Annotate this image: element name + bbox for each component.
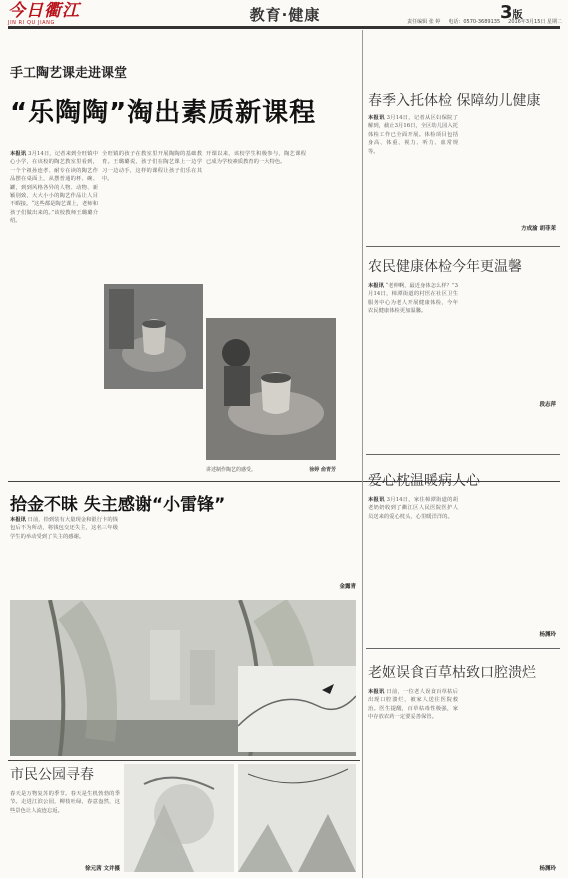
story2-byline: 金露青 [339, 584, 356, 590]
tree-photo-2-graphic [238, 764, 356, 872]
column-divider [362, 30, 363, 878]
divider-right2 [366, 454, 560, 455]
bird-photo [238, 666, 356, 752]
right2-text: “老伸啊，最近身体怎么样？”3月14日，樟潭街道的村医在社区卫生服务中心为老人开展健康体检，今年农民健康体检更加温馨。 [368, 283, 458, 315]
story3-body [10, 790, 120, 862]
tree-photo-1 [124, 764, 234, 872]
divider-right3 [366, 648, 560, 649]
issue-date: 2016年3月15日 星期二 [508, 19, 562, 25]
logo-text: 今日衢江 [8, 1, 80, 21]
story2-dateline: 本报讯 [10, 517, 26, 523]
editor: 责任编辑 张 婷 [407, 19, 441, 25]
logo-pinyin: JIN RI QU JIANG [8, 20, 55, 26]
pottery-photo-1-graphic [104, 284, 203, 389]
lead-body-col2 [102, 150, 202, 280]
pottery-photo-2-graphic [206, 318, 336, 460]
lead-text-col2: 全旺镇的孩子在教室里开展陶陶的基础教育。王璐璐说，孩子们在陶艺课上一边学习一边动手，这样的课程让孩子们乐在其中。 [102, 151, 202, 183]
right4-byline: 杨渊玲 [539, 866, 556, 872]
divider-story3 [8, 760, 360, 761]
right3-headline: 爱心枕温暖病人心 [368, 473, 480, 489]
lead-photo-caption [206, 466, 336, 473]
right4-body [368, 688, 458, 838]
right4-headline: 老妪误食百草枯致口腔溃烂 [368, 665, 536, 681]
tree-photo-2 [238, 764, 356, 872]
story2-headline: 拾金不昧 失主感谢“小雷锋” [10, 495, 226, 515]
tree-photo-1-graphic [124, 764, 234, 872]
lead-text-col1: 3月14日，记者来到全旺镇中心小学，在该校的陶艺教室里看到，一个个祖孙连孝、耐专在读的陶艺作品摆在桌面上，从摆普通的杯、碗、罐，到到风格各异的人物、动物、新颖别致，大大小小的陶艺作品让人目不暇接。“这些都是陶艺课上，老师和孩子们做出来的。”该校教师王璐璐介绍。 [10, 151, 98, 225]
lead-text-col3: 开课以来，该校学生积极参与，陶艺课程已成为学校素质教育的一大特色。 [206, 151, 306, 166]
section-title: 教育·健康 [249, 6, 321, 24]
story3-byline: 徐元茜 文并摄 [85, 866, 120, 872]
header-rule [8, 26, 560, 29]
pottery-photo-1 [104, 284, 203, 389]
pottery-photo-2 [206, 318, 336, 460]
story3-headline: 市民公园寻春 [10, 767, 94, 783]
right4-dateline: 本报讯 [368, 689, 385, 695]
lead-body-col3 [206, 150, 306, 315]
phone: 电话：0570-3689135 [448, 19, 501, 25]
right3-text: 3月14日，家住樟潭街道的胡老奶奶收到了衢江区人民医院医护人员送来的爱心枕头，心里暖洋洋的。 [368, 497, 458, 520]
right2-dateline: 本报讯 [368, 283, 384, 289]
story3-text: 春天是万物复苏的季节。春天是生机勃勃的季节。走进江滨公园，柳枝吐绿，春意盎然，这些景色让人流连忘返。 [10, 791, 120, 814]
story2-text: 日前，拾到装有大量现金和银行卡的钱包后不为所动，将钱包交还失主，这名三年级学生的举动受到了失主的感谢。 [10, 517, 118, 540]
right1-dateline: 本报讯 [368, 115, 385, 121]
lead-kicker: 手工陶艺课走进课堂 [10, 66, 128, 81]
right4-text: 日前，一位老人误食百草枯后出现口腔溃烂，被家人送往医院救治。医生提醒，百草枯毒性极强，家中存放农药一定要妥善保管。 [368, 689, 458, 721]
lead-photo-credit: 徐婷 俞青芳 [309, 467, 336, 473]
right2-headline: 农民健康体检今年更温馨 [368, 259, 522, 275]
right3-byline: 杨渊玲 [539, 632, 556, 638]
page-number-suffix: 版 [512, 10, 523, 21]
lead-body-col1b [10, 286, 100, 466]
divider-right1 [366, 246, 560, 247]
right1-text: 3月14日，记者从区妇保院了解到，截止3月16日，全区幼儿园入托体检工作已全面开展。体检项目包括身高、体重、视力、听力、血常规等。 [368, 115, 458, 155]
page-number-value: 3 [500, 2, 513, 23]
masthead-logo [8, 2, 88, 26]
right1-byline: 方成渝 胡菲茉 [521, 226, 556, 232]
right2-byline: 段志萍 [539, 402, 556, 408]
right3-body [368, 496, 458, 616]
header-meta [300, 18, 562, 25]
right1-headline: 春季入托体检 保障幼儿健康 [368, 93, 541, 109]
lead-dateline: 本报讯 [10, 151, 27, 157]
right3-dateline: 本报讯 [368, 497, 385, 503]
right1-body [368, 114, 458, 234]
right2-body [368, 282, 458, 402]
story2-body [10, 516, 118, 586]
bird-photo-graphic [238, 666, 356, 752]
lead-headline: “乐陶陶”淘出素质新课程 [10, 98, 317, 128]
lead-photo-caption-text: 讲述制作陶艺的感受。 [206, 467, 257, 473]
